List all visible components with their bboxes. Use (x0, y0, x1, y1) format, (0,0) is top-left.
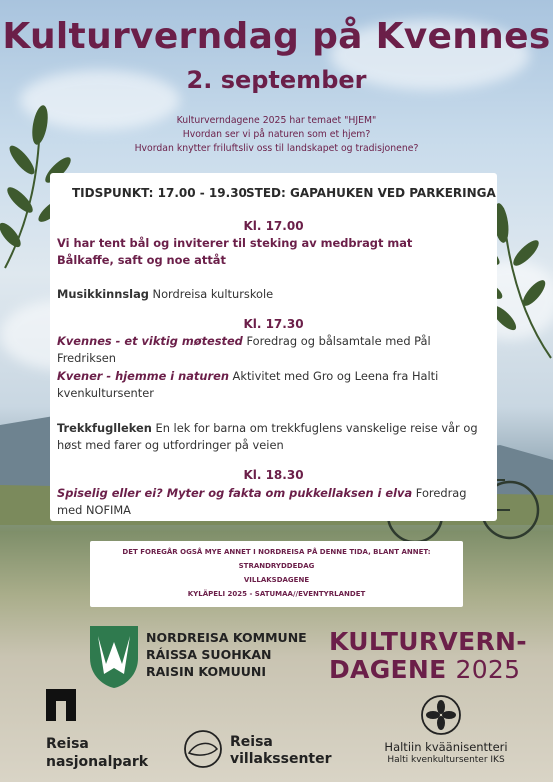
logo-line: nasjonalpark (46, 754, 149, 770)
logo-line: KULTURVERN- (329, 627, 527, 656)
program-item (57, 333, 493, 367)
other-events-heading: DET FOREGÅR OGSÅ MYE ANNET I NORDREISA PÅ DENNE TIDA, BLANT ANNET: (122, 548, 431, 556)
logo-line: Haltiin kväänisentteri (384, 740, 508, 754)
nasjonalpark-logo-icon (46, 689, 76, 721)
time-label: TIDSPUNKT: 17.00 - 19.30 (72, 186, 247, 200)
intro-line: Hvordan ser vi på naturen som et hjem? (182, 129, 371, 140)
program-card (50, 173, 497, 521)
halti-logo-text (366, 741, 526, 767)
item-title: Kvener - hjemme i naturen (57, 369, 229, 383)
kulturverndagene-logo (329, 628, 527, 684)
logo-line: NORDREISA KOMMUNE (146, 630, 307, 645)
page-title: Kulturverndag på Kvennes (2, 16, 551, 57)
program-item (57, 235, 493, 269)
program-item (57, 485, 493, 519)
item-title: Kvennes - et viktig møtested (57, 334, 243, 348)
logo-line: RAISIN KOMUUNI (146, 664, 267, 679)
item-text: Foredrag og bålsamtale med Pål Fredriksen (57, 334, 431, 365)
item-text: En lek for barna om trekkfuglens vanskelige reise vår og høst med farer og utfordringer på veien (57, 421, 478, 452)
item-line: Vi har tent bål og inviterer til steking av medbragt mat (57, 236, 413, 250)
logo-line: Halti kvenkultursenter IKS (387, 755, 505, 765)
other-event-item: VILLAKSDAGENE (243, 576, 310, 584)
time-slot-heading: Kl. 17.30 (243, 317, 304, 331)
time-slot-heading: Kl. 18.30 (243, 468, 304, 482)
item-text: Foredrag med NOFIMA (57, 486, 467, 517)
item-title: Spiselig eller ei? Myter og fakta om pukkellaksen i elva (57, 486, 413, 500)
program-item (57, 420, 493, 454)
halti-logo-icon (420, 694, 462, 736)
logo-year: 2025 (455, 655, 521, 684)
other-event-item: STRANDRYDDEDAG (238, 562, 315, 570)
nasjonalpark-logo-text (46, 735, 148, 771)
logo-line: Reisa (230, 734, 273, 750)
salmon-logo-icon (183, 729, 223, 769)
program-item (57, 368, 493, 402)
intro-line: Kulturverndagene 2025 har temaet "HJEM" (176, 115, 377, 126)
other-events-box (90, 541, 463, 607)
intro-line: Hvordan knytter friluftsliv oss til landskapet og tradisjonene? (134, 143, 419, 154)
event-date: 2. september (186, 66, 367, 94)
item-title: Trekkfuglleken (57, 421, 152, 435)
item-text: Aktivitet med Gro og Leena fra Halti kvenkultursenter (57, 369, 439, 400)
logo-line: Reisa (46, 736, 89, 752)
place-label: STED: GAPAHUKEN VED PARKERINGA (246, 186, 496, 200)
time-slot-heading: Kl. 17.00 (243, 219, 304, 233)
nordreisa-coat-of-arms-icon (88, 624, 140, 690)
logo-line: villakssenter (230, 751, 332, 767)
item-title: Musikkinnslag (57, 287, 149, 301)
villakssenter-logo-text (230, 734, 332, 768)
item-text: Nordreisa kulturskole (148, 287, 274, 301)
nordreisa-logo-text (146, 629, 307, 680)
logo-line: DAGENE (329, 655, 456, 684)
logo-line: RÁISSA SUOHKAN (146, 647, 272, 662)
intro-text (0, 114, 553, 156)
item-line: Bålkaffe, saft og noe attåt (57, 253, 226, 267)
program-item (57, 286, 493, 303)
other-event-item: KYLÄPELI 2025 - SATUMAA//EVENTYRLANDET (187, 590, 366, 598)
